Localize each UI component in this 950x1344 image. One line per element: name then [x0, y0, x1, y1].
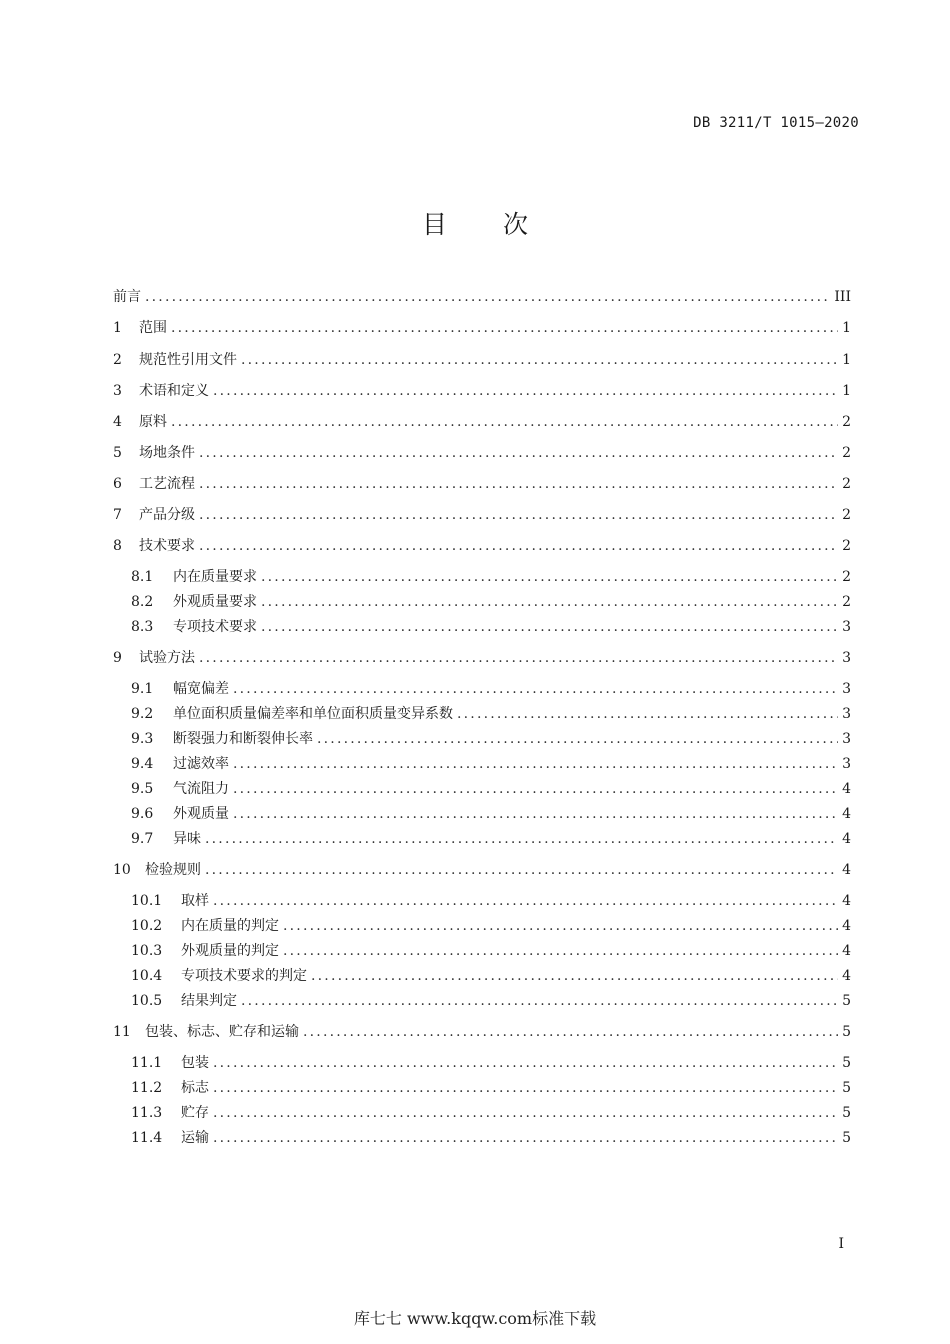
dot-leader [241, 990, 838, 1012]
toc-entry-number: 10.4 [131, 968, 163, 984]
toc-entry-foreword[interactable] [113, 286, 851, 308]
toc-entry-1[interactable] [113, 317, 851, 339]
toc-entry-label: 外观质量的判定 [181, 943, 279, 959]
toc-entry-9-4[interactable] [131, 753, 851, 775]
toc-entry-9-2[interactable] [131, 703, 851, 725]
dot-leader [303, 1021, 838, 1043]
toc-entry-label: 场地条件 [139, 445, 195, 461]
toc-entry-page: 4 [842, 893, 851, 909]
toc-entry-9[interactable] [113, 647, 851, 669]
toc-entry-label: 内在质量要求 [173, 569, 257, 585]
toc-entry-8[interactable] [113, 535, 851, 557]
page-number: I [838, 1236, 844, 1252]
toc-entry-page: 2 [842, 476, 851, 492]
toc-entry-10-3[interactable] [131, 940, 851, 962]
toc-entry-page: 2 [842, 414, 851, 430]
toc-entry-2[interactable] [113, 349, 851, 371]
toc-entry-label: 技术要求 [139, 538, 195, 554]
dot-leader [213, 1052, 838, 1074]
toc-entry-label: 前言 [113, 289, 141, 305]
toc-entry-label: 气流阻力 [173, 781, 229, 797]
toc-entry-number: 9 [113, 650, 122, 666]
toc-entry-label: 标志 [181, 1080, 209, 1096]
toc-entry-9-1[interactable] [131, 678, 851, 700]
toc-entry-number: 9.2 [131, 706, 154, 722]
dot-leader [233, 778, 838, 800]
toc-entry-5[interactable] [113, 442, 851, 464]
dot-leader [213, 890, 838, 912]
toc-entry-number: 10.5 [131, 993, 163, 1009]
toc-entry-number: 11.1 [131, 1055, 163, 1071]
toc-entry-number: 9.4 [131, 756, 154, 772]
toc-entry-label: 断裂强力和断裂伸长率 [173, 731, 313, 747]
toc-entry-page: III [834, 289, 851, 305]
toc-entry-6[interactable] [113, 473, 851, 495]
dot-leader [261, 591, 838, 613]
dot-leader [205, 828, 838, 850]
toc-entry-label: 异味 [173, 831, 201, 847]
dot-leader [171, 317, 838, 339]
toc-entry-11-2[interactable] [131, 1077, 851, 1099]
dot-leader [283, 915, 838, 937]
toc-entry-number: 7 [113, 507, 122, 523]
toc-entry-page: 4 [842, 781, 851, 797]
dot-leader [213, 380, 838, 402]
toc-entry-10-1[interactable] [131, 890, 851, 912]
dot-leader [233, 678, 838, 700]
toc-entry-number: 1 [113, 320, 122, 336]
toc-entry-page: 5 [842, 993, 851, 1009]
toc-entry-label: 范围 [139, 320, 167, 336]
toc-entry-label: 原料 [139, 414, 167, 430]
toc-entry-label: 产品分级 [139, 507, 195, 523]
toc-entry-7[interactable] [113, 504, 851, 526]
toc-entry-number: 9.6 [131, 806, 154, 822]
dot-leader [213, 1102, 838, 1124]
dot-leader [199, 535, 838, 557]
toc-entry-9-3[interactable] [131, 728, 851, 750]
toc-entry-page: 4 [842, 806, 851, 822]
dot-leader [171, 411, 838, 433]
dot-leader [199, 504, 838, 526]
toc-entry-label: 外观质量要求 [173, 594, 257, 610]
toc-entry-number: 5 [113, 445, 122, 461]
dot-leader [261, 616, 838, 638]
toc-entry-number: 8.2 [131, 594, 154, 610]
toc-entry-8-3[interactable] [131, 616, 851, 638]
footer-watermark: 库七七 www.kqqw.com标准下载 [353, 1309, 597, 1328]
toc-entry-label: 内在质量的判定 [181, 918, 279, 934]
toc-entry-label: 包装、标志、贮存和运输 [145, 1024, 299, 1040]
toc-entry-label: 幅宽偏差 [173, 681, 229, 697]
toc-entry-4[interactable] [113, 411, 851, 433]
dot-leader [457, 703, 838, 725]
toc-entry-page: 5 [842, 1080, 851, 1096]
dot-leader [283, 940, 838, 962]
toc-entry-label: 试验方法 [139, 650, 195, 666]
toc-entry-9-7[interactable] [131, 828, 851, 850]
toc-entry-page: 2 [842, 538, 851, 554]
toc-entry-number: 10.2 [131, 918, 163, 934]
toc-entry-label: 包装 [181, 1055, 209, 1071]
toc-entry-page: 3 [842, 706, 851, 722]
toc-entry-11-4[interactable] [131, 1127, 851, 1149]
toc-entry-9-5[interactable] [131, 778, 851, 800]
toc-entry-label: 工艺流程 [139, 476, 195, 492]
toc-entry-page: 1 [842, 320, 851, 336]
dot-leader [205, 859, 838, 881]
toc-entry-number: 9.1 [131, 681, 154, 697]
toc-entry-page: 4 [842, 862, 851, 878]
toc-entry-label: 贮存 [181, 1105, 209, 1121]
toc-title: 目 次 [422, 210, 552, 239]
dot-leader [213, 1077, 838, 1099]
toc-entry-label: 术语和定义 [139, 383, 209, 399]
toc-entry-number: 9.5 [131, 781, 154, 797]
toc-entry-number: 8 [113, 538, 122, 554]
toc-entry-page: 1 [842, 383, 851, 399]
dot-leader [233, 753, 838, 775]
toc-entry-number: 8.1 [131, 569, 154, 585]
toc-entry-number: 6 [113, 476, 122, 492]
dot-leader [261, 566, 838, 588]
toc-entry-number: 11.4 [131, 1130, 163, 1146]
toc-entry-page: 1 [842, 352, 851, 368]
dot-leader [311, 965, 838, 987]
toc-entry-page: 4 [842, 918, 851, 934]
toc-entry-label: 过滤效率 [173, 756, 229, 772]
toc-entry-page: 3 [842, 619, 851, 635]
toc-entry-10-5[interactable] [131, 990, 851, 1012]
toc-entry-label: 取样 [181, 893, 209, 909]
toc-entry-number: 2 [113, 352, 122, 368]
toc-entry-page: 2 [842, 594, 851, 610]
dot-leader [241, 349, 838, 371]
toc-entry-label: 外观质量 [173, 806, 229, 822]
toc-entry-page: 5 [842, 1024, 851, 1040]
toc-entry-page: 5 [842, 1055, 851, 1071]
toc-entry-number: 9.3 [131, 731, 154, 747]
document-code: DB 3211/T 1015—2020 [693, 115, 859, 131]
toc-entry-page: 5 [842, 1130, 851, 1146]
toc-entry-10[interactable] [113, 859, 851, 881]
toc-entry-10-4[interactable] [131, 965, 851, 987]
toc-entry-label: 结果判定 [181, 993, 237, 1009]
toc-entry-page: 5 [842, 1105, 851, 1121]
dot-leader [199, 647, 838, 669]
toc-entry-label: 专项技术要求 [173, 619, 257, 635]
toc-entry-page: 4 [842, 943, 851, 959]
toc-entry-8-2[interactable] [131, 591, 851, 613]
toc-entry-number: 9.7 [131, 831, 154, 847]
toc-entry-label: 检验规则 [145, 862, 201, 878]
toc-entry-label: 专项技术要求的判定 [181, 968, 307, 984]
toc-entry-page: 3 [842, 731, 851, 747]
toc-entry-label: 运输 [181, 1130, 209, 1146]
toc-entry-number: 11.3 [131, 1105, 163, 1121]
toc-entry-number: 8.3 [131, 619, 154, 635]
dot-leader [317, 728, 838, 750]
toc-entry-page: 2 [842, 569, 851, 585]
toc-entry-11-3[interactable] [131, 1102, 851, 1124]
toc-entry-page: 4 [842, 831, 851, 847]
toc-entry-page: 3 [842, 650, 851, 666]
toc-entry-3[interactable] [113, 380, 851, 402]
toc-entry-number: 3 [113, 383, 122, 399]
toc-entry-10-2[interactable] [131, 915, 851, 937]
toc-entry-label: 单位面积质量偏差率和单位面积质量变异系数 [173, 706, 453, 722]
toc-entry-number: 10.3 [131, 943, 163, 959]
toc-entry-page: 3 [842, 756, 851, 772]
toc-entry-number: 10 [113, 862, 131, 878]
toc-entry-8-1[interactable] [131, 566, 851, 588]
toc-entry-11-1[interactable] [131, 1052, 851, 1074]
dot-leader [199, 473, 838, 495]
toc-entry-11[interactable] [113, 1021, 851, 1043]
dot-leader [233, 803, 838, 825]
toc-entry-page: 4 [842, 968, 851, 984]
toc-entry-page: 2 [842, 507, 851, 523]
toc-entry-label: 规范性引用文件 [139, 352, 237, 368]
toc-entry-number: 10.1 [131, 893, 163, 909]
toc-entry-page: 2 [842, 445, 851, 461]
dot-leader [145, 286, 830, 308]
toc-entry-number: 4 [113, 414, 122, 430]
dot-leader [199, 442, 838, 464]
dot-leader [213, 1127, 838, 1149]
toc-entry-number: 11 [113, 1024, 131, 1040]
toc-entry-9-6[interactable] [131, 803, 851, 825]
toc-entry-page: 3 [842, 681, 851, 697]
toc-entry-number: 11.2 [131, 1080, 163, 1096]
